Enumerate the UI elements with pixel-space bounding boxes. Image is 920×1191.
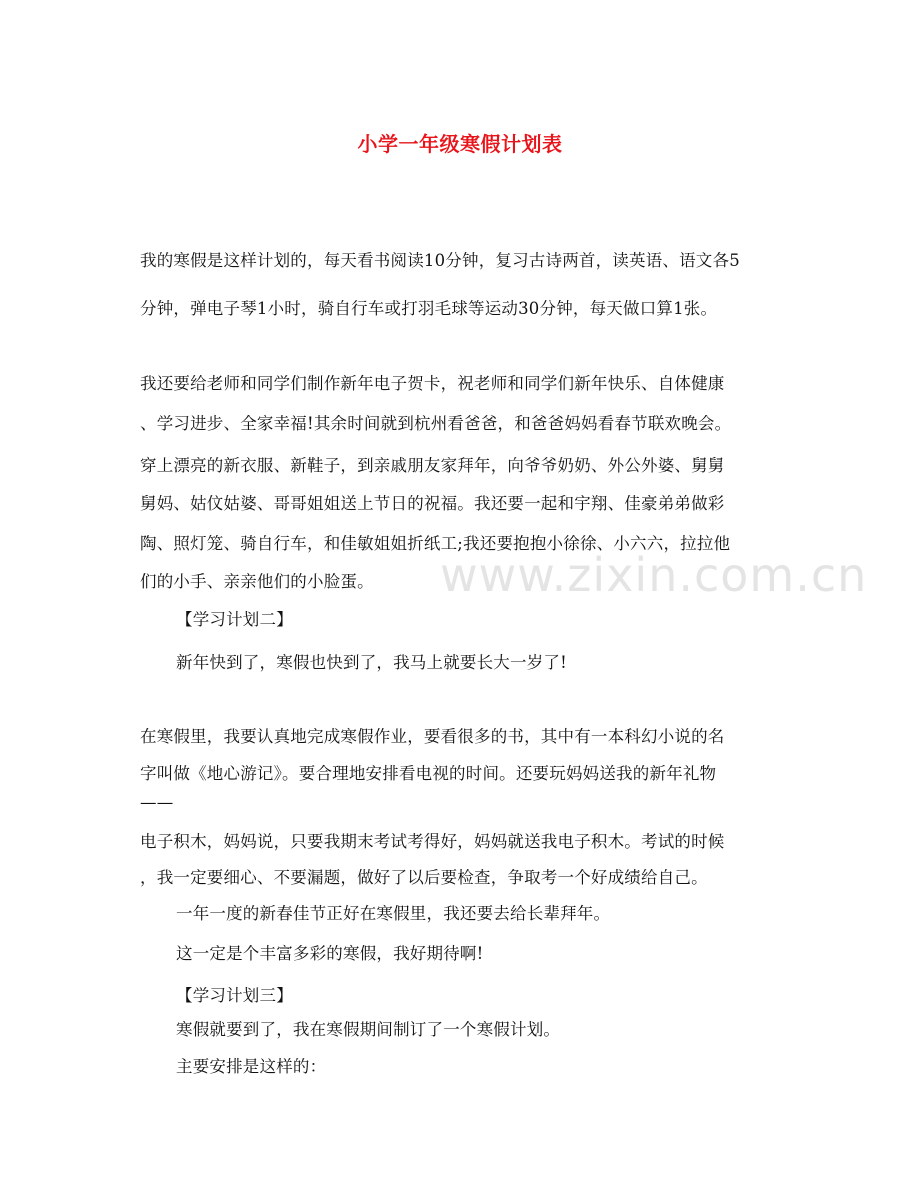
- watermark: www.zixin.com.cn: [440, 548, 868, 602]
- paragraph-line: 舅妈、姑伩姑婆、哥哥姐姐送上节日的祝福。我还要一起和宇翔、佳豪弟弟做彩: [140, 494, 725, 513]
- paragraph-line: 们的小手、亲亲他们的小脸蛋。: [140, 572, 374, 591]
- document-title: 小学一年级寒假计划表: [357, 132, 563, 156]
- paragraph-line: ，我一定要细心、不要漏题，做好了以后要检查，争取考一个好成绩给自己。: [140, 868, 708, 887]
- section-heading: 【学习计划二】: [176, 610, 293, 629]
- paragraph-line: 我还要给老师和同学们制作新年电子贺卡，祝老师和同学们新年快乐、自体健康: [140, 374, 725, 393]
- paragraph-line: ——: [140, 793, 174, 812]
- section-heading: 【学习计划三】: [176, 986, 293, 1005]
- paragraph-line: 主要安排是这样的：: [176, 1057, 327, 1076]
- paragraph-line: 一年一度的新春佳节正好在寒假里，我还要去给长辈拜年。: [176, 904, 611, 923]
- paragraph-line: 、学习进步、全家幸福!其余时间就到杭州看爸爸，和爸爸妈妈看春节联欢晚会。: [140, 414, 732, 433]
- paragraph-line: 寒假就要到了，我在寒假期间制订了一个寒假计划。: [176, 1020, 561, 1039]
- paragraph-line: 新年快到了，寒假也快到了，我马上就要长大一岁了!: [176, 653, 567, 672]
- paragraph-line: 陶、照灯笼、骑自行车，和佳敏姐姐折纸工;我还要抱抱小徐徐、小六六，拉拉他: [140, 534, 731, 553]
- paragraph-line: 电子积木，妈妈说，只要我期末考试考得好，妈妈就送我电子积木。考试的时候: [140, 832, 725, 851]
- paragraph-line: 穿上漂亮的新衣服、新鞋子，到亲戚朋友家拜年，向爷爷奶奶、外公外婆、舅舅: [140, 456, 725, 475]
- paragraph-line: 分钟，弹电子琴1小时，骑自行车或打羽毛球等运动30分钟，每天做口算1张。: [140, 299, 718, 318]
- paragraph-line: 在寒假里，我要认真地完成寒假作业，要看很多的书，其中有一本科幻小说的名: [140, 727, 725, 746]
- paragraph-line: 字叫做《地心游记》。要合理地安排看电视的时间。还要玩妈妈送我的新年礼物: [140, 764, 717, 783]
- paragraph-line: 我的寒假是这样计划的，每天看书阅读10分钟，复习古诗两首，读英语、语文各5: [140, 251, 740, 270]
- paragraph-line: 这一定是个丰富多彩的寒假，我好期待啊!: [176, 944, 484, 963]
